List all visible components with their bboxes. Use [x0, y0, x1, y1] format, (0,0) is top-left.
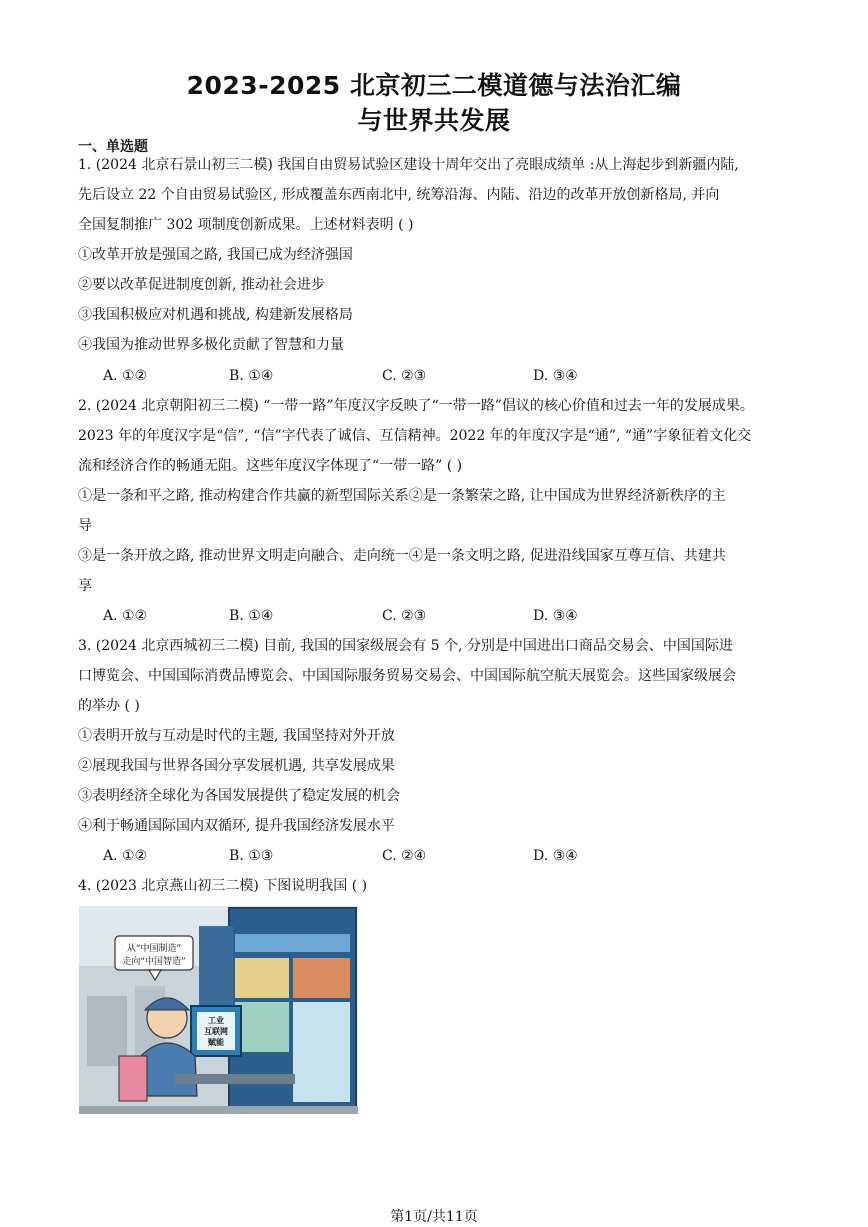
- option-a: A. ①②: [103, 608, 148, 624]
- option-a: A. ①②: [103, 368, 148, 384]
- monitor-text-line1: 工业: [208, 1016, 224, 1025]
- option-b: B. ①③: [229, 848, 274, 864]
- monitor-text-line3: 赋能: [208, 1038, 224, 1047]
- question-3-statement: ④利于畅通国际国内双循环, 提升我国经济发展水平: [78, 818, 395, 834]
- question-2-statement: 享: [78, 578, 92, 594]
- question-1-statement: ④我国为推动世界多极化贡献了智慧和力量: [78, 337, 344, 353]
- question-3-statement: ②展现我国与世界各国分享发展机遇, 共享发展成果: [78, 758, 395, 774]
- question-1-statement: ①改革开放是强国之路, 我国已成为经济强国: [78, 247, 353, 263]
- option-c: C. ②④: [382, 848, 427, 864]
- option-d: D. ③④: [533, 608, 578, 624]
- question-2-statement: 导: [78, 518, 92, 534]
- bubble-text-line1: 从“中国制造”: [126, 944, 182, 954]
- option-c: C. ②③: [382, 368, 427, 384]
- question-3-statement: ③表明经济全球化为各国发展提供了稳定发展的机会: [78, 788, 400, 804]
- question-3-line: 的举办 ( ): [78, 698, 140, 714]
- section-heading: 一、单选题: [78, 139, 148, 155]
- option-c: C. ②③: [382, 608, 427, 624]
- question-2-line: 2023 年的年度汉字是“信”, “信”字代表了诚信、互信精神。2022 年的年度汉字是“通”, “通”字象征着文化交: [78, 428, 752, 444]
- question-1-statement: ③我国积极应对机遇和挑战, 构建新发展格局: [78, 307, 353, 323]
- cartoon-illustration: [79, 906, 358, 1114]
- page-subtitle: 与世界共发展: [357, 106, 511, 135]
- question-1-line: 先后设立 22 个自由贸易试验区, 形成覆盖东西南北中, 统筹沿海、内陆、沿边的改革开放创新格局, 并向: [78, 187, 720, 203]
- option-d: D. ③④: [533, 848, 578, 864]
- option-a: A. ①②: [103, 848, 148, 864]
- question-2-line: 流和经济合作的畅通无阻。这些年度汉字体现了“一带一路” ( ): [78, 458, 463, 474]
- option-d: D. ③④: [533, 368, 578, 384]
- option-b: B. ①④: [229, 368, 274, 384]
- question-3-line: 口博览会、中国国际消费品博览会、中国国际服务贸易交易会、中国国际航空航天展览会。这些国家级展会: [78, 668, 736, 684]
- bubble-text-line2: 走向“中国智造”: [122, 957, 186, 967]
- question-1-line: 全国复制推广 302 项制度创新成果。上述材料表明 ( ): [78, 217, 414, 233]
- page-title: 2023-2025 北京初三二模道德与法治汇编: [186, 71, 682, 100]
- question-2-statement: ③是一条开放之路, 推动世界文明走向融合、走向统一④是一条文明之路, 促进沿线国家互尊互信、共建共: [78, 548, 726, 564]
- monitor-text-line2: 互联网: [204, 1027, 228, 1036]
- question-4-line: 4. (2023 北京燕山初三二模) 下图说明我国 ( ): [78, 878, 368, 894]
- question-3-statement: ①表明开放与互动是时代的主题, 我国坚持对外开放: [78, 728, 395, 744]
- page-footer: 第1页/共11页: [390, 1209, 478, 1225]
- question-1-line: 1. (2024 北京石景山初三二模) 我国自由贸易试验区建设十周年交出了亮眼成绩单 :从上海起步到新疆内陆,: [78, 157, 739, 173]
- question-1-statement: ②要以改革促进制度创新, 推动社会进步: [78, 277, 325, 293]
- question-2-line: 2. (2024 北京朝阳初三二模) “一带一路”年度汉字反映了“一带一路”倡议的核心价值和过去一年的发展成果。: [78, 398, 754, 414]
- option-b: B. ①④: [229, 608, 274, 624]
- question-3-line: 3. (2024 北京西城初三二模) 目前, 我国的国家级展会有 5 个, 分别是中国进出口商品交易会、中国国际进: [78, 638, 733, 654]
- question-2-statement: ①是一条和平之路, 推动构建合作共赢的新型国际关系②是一条繁荣之路, 让中国成为世界经济新秩序的主: [78, 488, 726, 504]
